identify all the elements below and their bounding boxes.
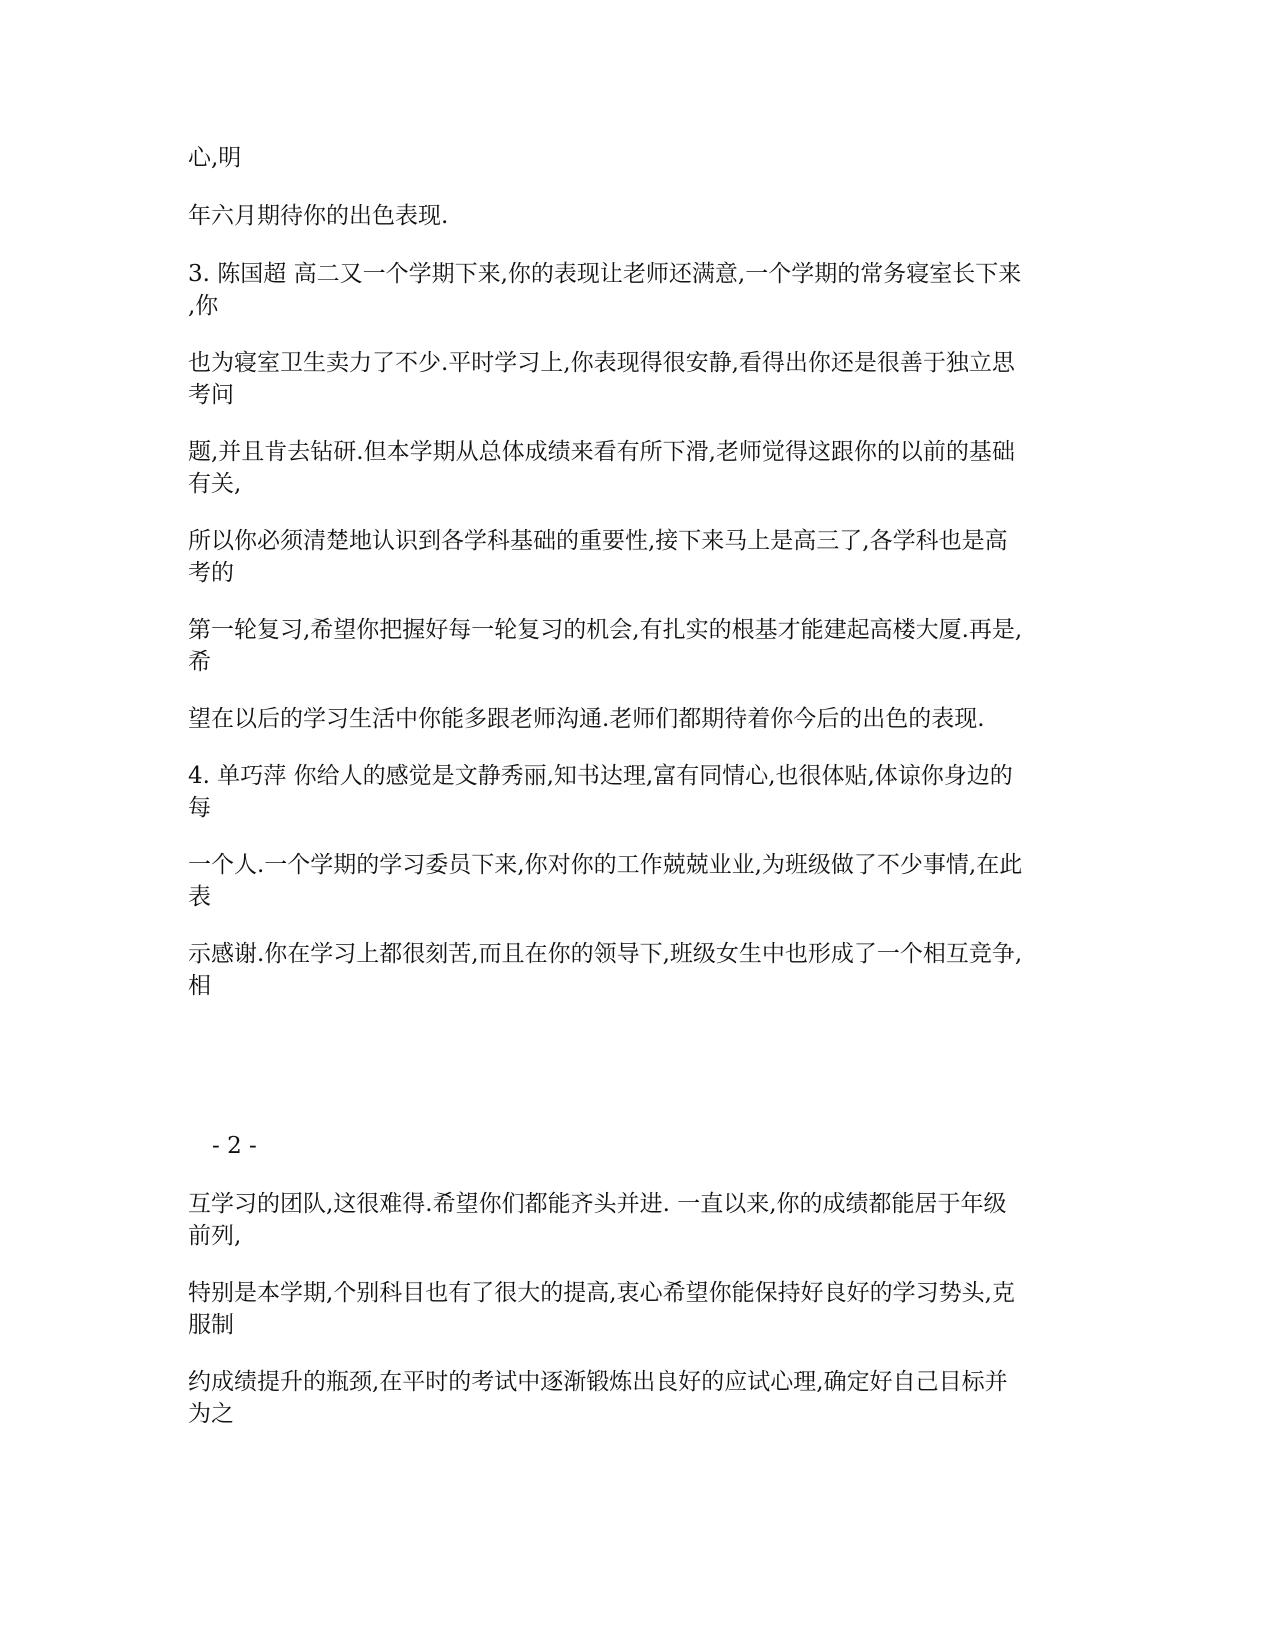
paragraph: [188, 1277, 1088, 1341]
text-line: 特别是本学期,个别科目也有了很大的提高,衷心希望你能保持好良好的学习势头,克: [188, 1280, 1015, 1306]
text-line: 也为寝室卫生卖力了不少.平时学习上,你表现得很安静,看得出你还是很善于独立思: [188, 350, 1015, 376]
paragraph: [188, 525, 1088, 589]
paragraph: [188, 938, 1088, 1002]
text-line: 第一轮复习,希望你把握好每一轮复习的机会,有扎实的根基才能建起高楼大厦.再是,: [188, 617, 1023, 643]
text-line: 约成绩提升的瓶颈,在平时的考试中逐渐锻炼出良好的应试心理,确定好自己目标并: [188, 1369, 1008, 1395]
paragraph: [188, 1188, 1088, 1252]
paragraph: [188, 200, 1088, 232]
text-line: 每: [188, 795, 211, 821]
text-line: 服制: [188, 1312, 234, 1338]
paragraph: [188, 614, 1088, 678]
text-line: ,你: [188, 293, 219, 319]
text-line: 望在以后的学习生活中你能多跟老师沟通.老师们都期待着你今后的出色的表现.: [188, 706, 985, 732]
text-line: 3. 陈国超 高二又一个学期下来,你的表现让老师还满意,一个学期的常务寝室长下来: [188, 261, 1022, 287]
text-line: 希: [188, 649, 211, 675]
page-number: - 2 -: [212, 1133, 257, 1159]
paragraph: [188, 1366, 1088, 1430]
paragraph: [188, 258, 1088, 322]
paragraph: [188, 347, 1088, 411]
text-line: 4. 单巧萍 你给人的感觉是文静秀丽,知书达理,富有同情心,也很体贴,体谅你身边的: [188, 763, 1013, 789]
paragraph: [188, 849, 1088, 913]
paragraph: [188, 760, 1088, 824]
text-line: 为之: [188, 1401, 234, 1427]
text-line: 考的: [188, 560, 234, 586]
paragraph: [188, 436, 1088, 500]
text-line: 表: [188, 884, 211, 910]
text-line: 题,并且肯去钻研.但本学期从总体成绩来看有所下滑,老师觉得这跟你的以前的基础: [188, 439, 1015, 465]
text-line: 所以你必须清楚地认识到各学科基础的重要性,接下来马上是高三了,各学科也是高: [188, 528, 1008, 554]
text-line: 一个人.一个学期的学习委员下来,你对你的工作兢兢业业,为班级做了不少事情,在此: [188, 852, 1023, 878]
paragraph: [188, 703, 1088, 735]
text-line: 考问: [188, 382, 234, 408]
text-line: 示感谢.你在学习上都很刻苦,而且在你的领导下,班级女生中也形成了一个相互竞争,: [188, 941, 1023, 967]
text-line: 前列,: [188, 1223, 242, 1249]
text-line: 心,明: [188, 145, 242, 171]
text-line: 互学习的团队,这很难得.希望你们都能齐头并进. 一直以来,你的成绩都能居于年级: [188, 1191, 1007, 1217]
text-line: 年六月期待你的出色表现.: [188, 203, 449, 229]
text-line: 有关,: [188, 471, 242, 497]
text-line: 相: [188, 973, 211, 999]
paragraph: [188, 142, 1088, 174]
